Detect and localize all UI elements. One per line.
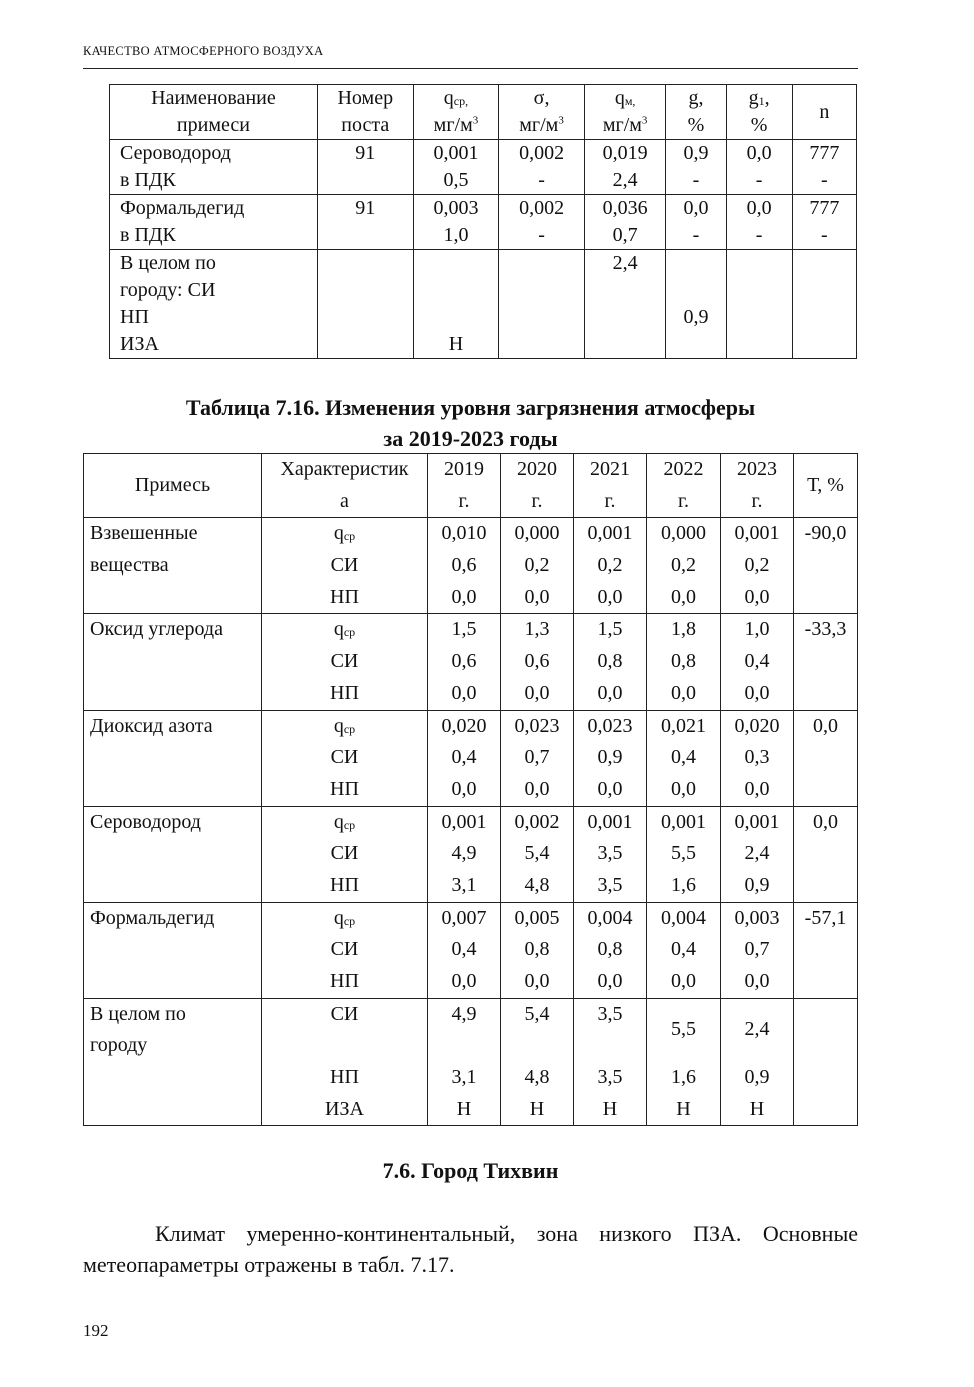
row-t-percent: -90,0 bbox=[794, 518, 858, 614]
row-name: Сероводород в ПДК bbox=[110, 140, 318, 195]
row-year: 0,000 0,2 0,0 bbox=[501, 518, 574, 614]
table-row bbox=[110, 140, 857, 195]
header-name: Наименование примеси bbox=[110, 85, 318, 140]
header-post: Номер поста bbox=[317, 85, 413, 140]
header-t-percent: Т, % bbox=[794, 454, 858, 518]
row-year: 5,4 4,8 Н bbox=[501, 998, 574, 1126]
header-year: 2022 г. bbox=[647, 454, 721, 518]
row-post: 91 bbox=[317, 140, 413, 195]
table-row-city-total bbox=[84, 998, 858, 1126]
row-name: Формальдегид bbox=[84, 902, 262, 998]
row-g: 0,0 - bbox=[666, 195, 726, 250]
table-row-group bbox=[84, 902, 858, 998]
row-name: Взвешенные вещества bbox=[84, 518, 262, 614]
table-row-city-total bbox=[110, 250, 857, 359]
table-row bbox=[110, 195, 857, 250]
header-characteristic: Характеристик а bbox=[262, 454, 428, 518]
header-rule bbox=[83, 68, 858, 69]
row-year: 0,004 0,4 0,0 bbox=[647, 902, 721, 998]
row-sigma bbox=[499, 250, 585, 359]
row-characteristic: $q_{ср}$ СИ НП bbox=[262, 806, 428, 902]
row-qm: 0,036 0,7 bbox=[584, 195, 666, 250]
row-year: 2,4 0,9 Н bbox=[721, 998, 794, 1126]
header-g1: $g_1$, % bbox=[726, 85, 792, 140]
row-year: 0,007 0,4 0,0 bbox=[428, 902, 501, 998]
row-t-percent: -57,1 bbox=[794, 902, 858, 998]
row-post bbox=[317, 250, 413, 359]
row-qcp: 0,001 0,5 bbox=[413, 140, 499, 195]
body-paragraph: Климат умеренно-континентальный, зона низкого ПЗА. Основные метеопараметры отражены в табл. 7.17. bbox=[83, 1221, 858, 1277]
row-year: 0,000 0,2 0,0 bbox=[647, 518, 721, 614]
row-year: 0,021 0,4 0,0 bbox=[647, 710, 721, 806]
running-header: КАЧЕСТВО АТМОСФЕРНОГО ВОЗДУХА bbox=[83, 44, 324, 58]
row-year: 1,3 0,6 0,0 bbox=[501, 614, 574, 710]
row-characteristic: СИ НП ИЗА bbox=[262, 998, 428, 1126]
row-t-percent: -33,3 bbox=[794, 614, 858, 710]
table-row-group bbox=[84, 518, 858, 614]
row-year: 0,020 0,4 0,0 bbox=[428, 710, 501, 806]
row-t-percent: 0,0 bbox=[794, 710, 858, 806]
section-title: 7.6. Город Тихвин bbox=[382, 1158, 559, 1183]
row-year: 0,001 0,2 0,0 bbox=[721, 518, 794, 614]
header-qcp: $q_{ср,}$ $мг/м^3$ bbox=[413, 85, 499, 140]
row-name: В целом по городу: СИ НП ИЗА bbox=[110, 250, 318, 359]
row-year: 1,5 0,6 0,0 bbox=[428, 614, 501, 710]
row-year: 3,5 3,5 Н bbox=[574, 998, 647, 1126]
row-post: 91 bbox=[317, 195, 413, 250]
row-qcp: 0,003 1,0 bbox=[413, 195, 499, 250]
row-year: 1,8 0,8 0,0 bbox=[647, 614, 721, 710]
header-g: g, % bbox=[666, 85, 726, 140]
row-g: 0,9 bbox=[666, 250, 726, 359]
table-header-row bbox=[84, 454, 858, 518]
row-n: 777 - bbox=[792, 140, 856, 195]
header-qm: $q_{м,}$ $мг/м^3$ bbox=[584, 85, 666, 140]
row-year: 0,001 4,9 3,1 bbox=[428, 806, 501, 902]
row-year: 0,001 3,5 3,5 bbox=[574, 806, 647, 902]
page-number: 192 bbox=[83, 1321, 109, 1340]
row-qm: 2,4 bbox=[584, 250, 666, 359]
row-characteristic: $q_{ср}$ СИ НП bbox=[262, 614, 428, 710]
table-row-group bbox=[84, 710, 858, 806]
row-year: 1,5 0,8 0,0 bbox=[574, 614, 647, 710]
table-admixtures-continued bbox=[109, 84, 857, 359]
row-year: 4,9 3,1 Н bbox=[428, 998, 501, 1126]
row-year: 0,001 0,2 0,0 bbox=[574, 518, 647, 614]
row-year: 0,005 0,8 0,0 bbox=[501, 902, 574, 998]
table-header-row bbox=[110, 85, 857, 140]
header-n: n bbox=[792, 85, 856, 140]
header-year: 2019 г. bbox=[428, 454, 501, 518]
row-name: Формальдегид в ПДК bbox=[110, 195, 318, 250]
row-year: 5,5 1,6 Н bbox=[647, 998, 721, 1126]
table-row-group bbox=[84, 806, 858, 902]
table-caption-line2: за 2019-2023 годы bbox=[383, 426, 558, 451]
row-g1: 0,0 - bbox=[726, 195, 792, 250]
row-qcp: Н bbox=[413, 250, 499, 359]
row-name: Оксид углерода bbox=[84, 614, 262, 710]
row-year: 1,0 0,4 0,0 bbox=[721, 614, 794, 710]
row-year: 0,004 0,8 0,0 bbox=[574, 902, 647, 998]
row-year: 0,003 0,7 0,0 bbox=[721, 902, 794, 998]
row-n bbox=[792, 250, 856, 359]
row-characteristic: $q_{ср}$ СИ НП bbox=[262, 902, 428, 998]
row-year: 0,010 0,6 0,0 bbox=[428, 518, 501, 614]
row-year: 0,001 2,4 0,9 bbox=[721, 806, 794, 902]
row-year: 0,001 5,5 1,6 bbox=[647, 806, 721, 902]
row-year: 0,023 0,7 0,0 bbox=[501, 710, 574, 806]
row-year: 0,023 0,9 0,0 bbox=[574, 710, 647, 806]
row-name: Сероводород bbox=[84, 806, 262, 902]
row-characteristic: $q_{ср}$ СИ НП bbox=[262, 518, 428, 614]
row-n: 777 - bbox=[792, 195, 856, 250]
header-sigma: σ, $мг/м^3$ bbox=[499, 85, 585, 140]
table-pollution-changes bbox=[83, 453, 858, 1126]
row-g1: 0,0 - bbox=[726, 140, 792, 195]
header-year: 2020 г. bbox=[501, 454, 574, 518]
row-name: Диоксид азота bbox=[84, 710, 262, 806]
row-name: В целом по городу bbox=[84, 998, 262, 1126]
row-year: 0,020 0,3 0,0 bbox=[721, 710, 794, 806]
row-g1 bbox=[726, 250, 792, 359]
row-t-percent bbox=[794, 998, 858, 1126]
row-g: 0,9 - bbox=[666, 140, 726, 195]
row-characteristic: $q_{ср}$ СИ НП bbox=[262, 710, 428, 806]
header-year: 2021 г. bbox=[574, 454, 647, 518]
row-t-percent: 0,0 bbox=[794, 806, 858, 902]
row-sigma: 0,002 - bbox=[499, 195, 585, 250]
row-year: 0,002 5,4 4,8 bbox=[501, 806, 574, 902]
header-admix: Примесь bbox=[84, 454, 262, 518]
row-sigma: 0,002 - bbox=[499, 140, 585, 195]
table-caption: Таблица 7.16. Изменения уровня загрязнения атмосферы bbox=[185, 395, 756, 420]
row-qm: 0,019 2,4 bbox=[584, 140, 666, 195]
table-row-group bbox=[84, 614, 858, 710]
header-year: 2023 г. bbox=[721, 454, 794, 518]
